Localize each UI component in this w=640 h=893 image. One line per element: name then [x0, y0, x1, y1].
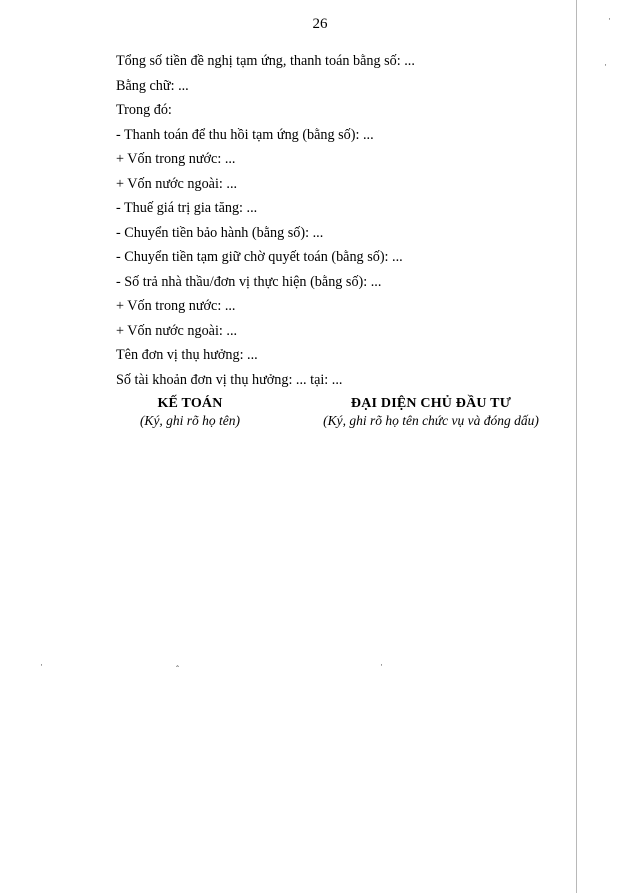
settlement-hold-line: - Chuyển tiền tạm giữ chờ quyết toán (bằng số): ...: [116, 249, 403, 265]
accountant-sign-note: (Ký, ghi rõ họ tên): [139, 413, 241, 428]
accountant-signature-block: [110, 395, 270, 429]
amount-in-words-line: Bằng chữ: ...: [116, 77, 189, 94]
scan-speck: ·: [604, 60, 607, 70]
beneficiary-account-line: Số tài khoản đơn vị thụ hưởng: ... tại: ...: [116, 371, 343, 388]
scan-speck: ˆ: [176, 664, 179, 674]
beneficiary-name-line: Tên đơn vị thụ hưởng: ...: [116, 347, 258, 363]
scan-speck: ·: [608, 14, 611, 24]
investor-representative-title: ĐẠI DIỆN CHỦ ĐẦU TƯ: [350, 396, 512, 411]
domestic-capital-line: + Vốn trong nước: ...: [116, 151, 236, 167]
domestic-capital-line-2: + Vốn trong nước: ...: [116, 298, 236, 314]
investor-representative-sign-note: (Ký, ghi rõ họ tên chức vụ và đóng dấu): [323, 413, 539, 428]
warranty-transfer-line: - Chuyển tiền bảo hành (bằng số): ...: [116, 224, 324, 241]
total-amount-line: Tổng số tiền đề nghị tạm ứng, thanh toán bằng số: ...: [116, 53, 415, 69]
scan-speck: ·: [380, 660, 383, 670]
accountant-title: KẾ TOÁN: [157, 396, 223, 411]
advance-recovery-line: - Thanh toán để thu hồi tạm ứng (bằng số): ...: [116, 126, 374, 143]
investor-representative-signature-block: [296, 395, 566, 429]
foreign-capital-line: + Vốn nước ngoài: ...: [116, 175, 238, 192]
foreign-capital-line-2: + Vốn nước ngoài: ...: [116, 322, 238, 339]
form-lines: [116, 49, 415, 392]
scan-edge-line: [576, 0, 577, 893]
scan-speck: ·: [40, 660, 43, 670]
contractor-payment-line: - Số trả nhà thầu/đơn vị thực hiện (bằng số): ...: [116, 273, 382, 290]
page-number: 26: [312, 16, 328, 32]
breakdown-heading: Trong đó:: [116, 102, 172, 118]
vat-line: - Thuế giá trị gia tăng: ...: [116, 200, 258, 216]
